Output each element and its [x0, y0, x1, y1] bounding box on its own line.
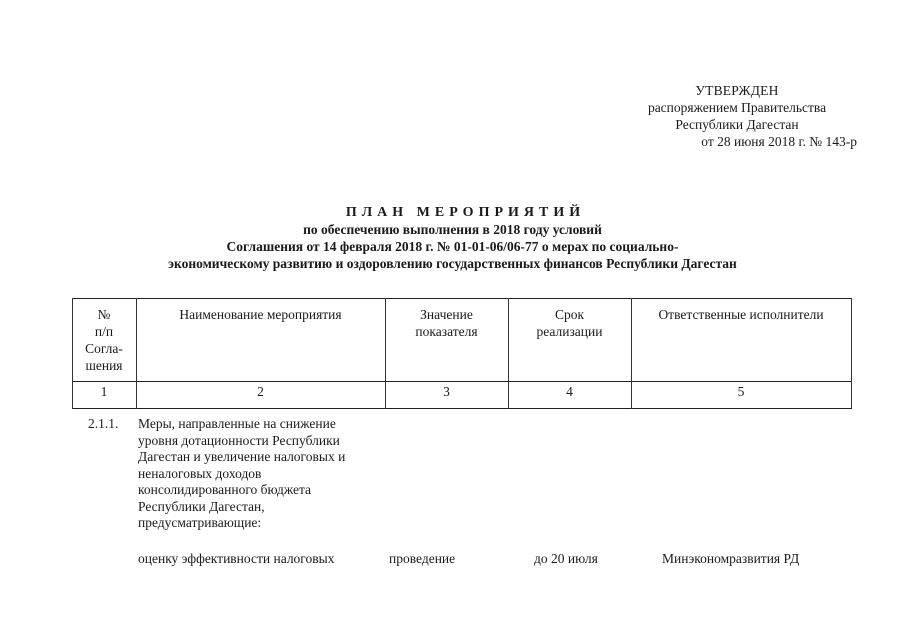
table-header [72, 298, 852, 409]
table-top-rule [72, 298, 852, 299]
column-number: 2 [257, 384, 264, 399]
header-col-responsible: Ответственные исполнители [658, 307, 824, 322]
header-term-line: реализации [536, 324, 603, 339]
header-col-value [385, 306, 508, 340]
plan-subtitle-3: экономическому развитию и оздоровлению государственных финансов Республики Дагестан [168, 256, 737, 271]
row-measure-name [138, 416, 378, 532]
header-number-line: Согла- [85, 341, 123, 356]
approval-block [617, 82, 857, 150]
column-number: 1 [100, 384, 108, 399]
header-number-line: № [97, 307, 111, 322]
header-col-name: Наименование мероприятия [179, 307, 342, 322]
plan-subtitle-2: Соглашения от 14 февраля 2018 г. № 01-01-06/06-77 о мерах по социально- [226, 239, 679, 254]
header-value-line: показателя [415, 324, 478, 339]
subitem-responsible: Минэкономразвития РД [662, 551, 800, 566]
subitem-value: проведение [389, 551, 456, 566]
column-number: 4 [566, 384, 573, 399]
plan-subtitle-1: по обеспечению выполнения в 2018 году условий [303, 222, 602, 237]
plan-title: ПЛАН МЕРОПРИЯТИЙ [345, 205, 586, 220]
measure-line: консолидированного бюджета [138, 482, 312, 497]
plan-heading [0, 204, 905, 272]
column-number: 3 [443, 384, 450, 399]
subitem-term: до 20 июля [534, 551, 598, 566]
approval-title: УТВЕРЖДЕН [695, 83, 779, 98]
header-col-number [72, 306, 136, 374]
column-number: 5 [737, 384, 745, 399]
header-number-line: п/п [94, 324, 114, 339]
header-value-line: Значение [420, 307, 473, 322]
row-number: 2.1.1. [88, 416, 119, 431]
measure-line: неналоговых доходов [138, 465, 262, 481]
header-col-term [508, 306, 631, 340]
measure-line: Меры, направленные на снижение [138, 416, 336, 431]
measure-line: Республики Дагестан, [138, 498, 265, 514]
header-number-line: шения [85, 358, 123, 373]
header-term-line: Срок [554, 307, 585, 322]
col-divider [851, 298, 852, 409]
approval-date: от 28 июня 2018 г. № 143-р [701, 134, 857, 149]
table-numbers-rule [72, 408, 852, 409]
approval-line-1: распоряжением Правительства [647, 100, 827, 115]
measure-line: уровня дотационности Республики [138, 432, 340, 448]
measure-line: Дагестан и увеличение налоговых и [138, 449, 346, 464]
measure-line: предусматривающие: [138, 515, 262, 530]
approval-line-2: Республики Дагестан [675, 117, 799, 132]
subitem-name: оценку эффективности налоговых [138, 551, 335, 566]
